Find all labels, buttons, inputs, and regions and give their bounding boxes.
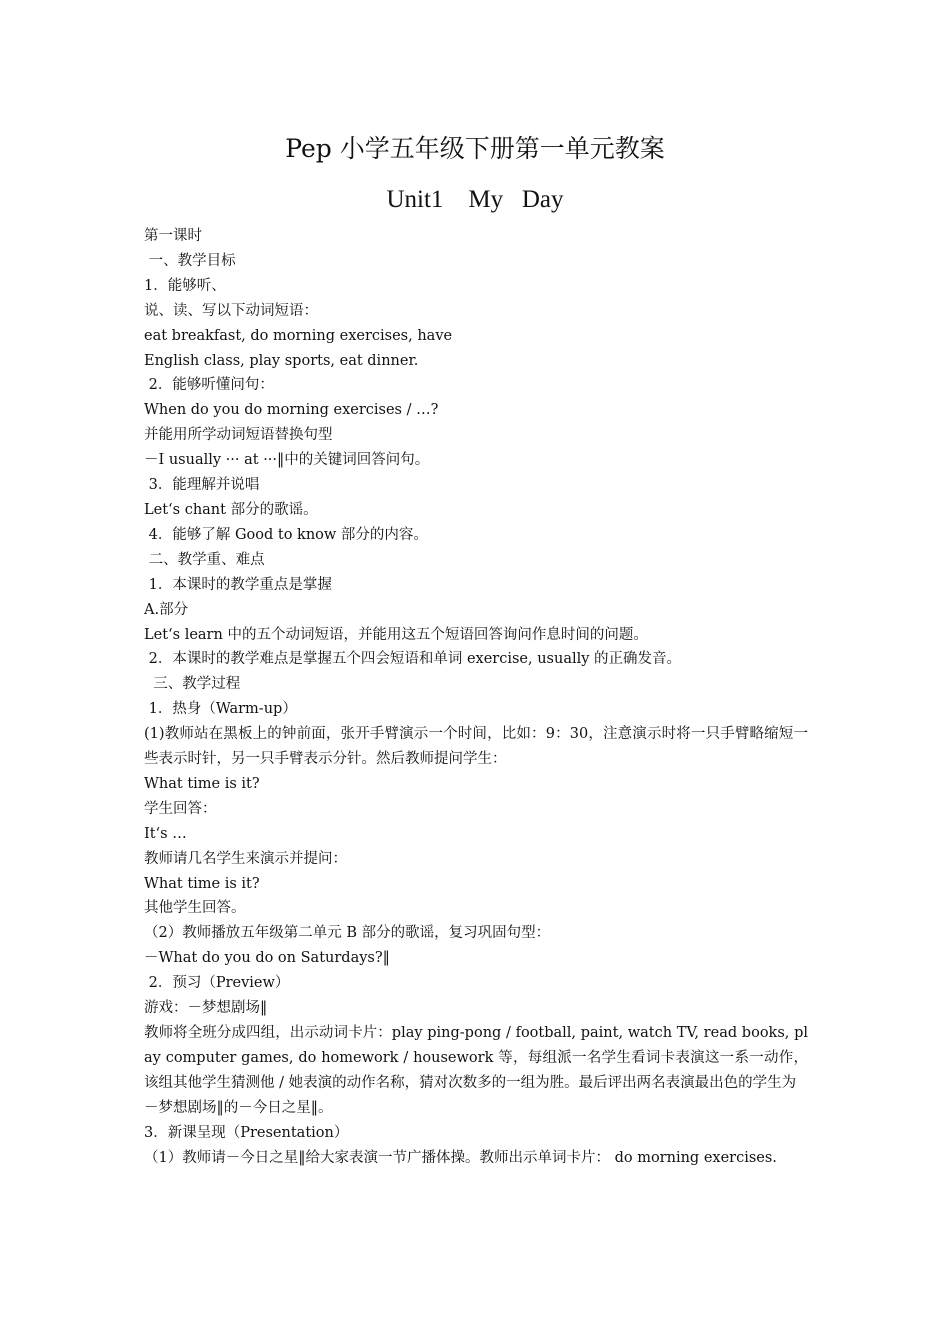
text-line: （2）教师播放五年级第二单元 B 部分的歌谣，复习巩固句型： [144,925,551,942]
text-line: 第一课时 [144,228,202,244]
text-line: 1．热身（Warm-up） [144,701,297,718]
text-line: English class, play sports, eat dinner. [144,352,419,369]
text-line: When do you do morning exercises / …? [144,402,439,419]
text-line: 游戏：－梦想剧场‖ [144,1000,268,1017]
text-line: 其他学生回答。 [144,900,246,917]
section-heading: 二、教学重、难点 [144,551,265,568]
text-line: －I usually ··· at ···‖中的关键词回答问句。 [144,452,430,469]
text-line: 2．能够听懂问句： [144,377,274,394]
document-body [144,224,808,1170]
paragraph: （1）教师请－今日之星‖给大家表演一节广播体操。教师出示单词卡片： do morning exercises. [144,1149,777,1166]
paragraph: 教师将全班分成四组，出示动词卡片：play ping-pong / football, paint, watch TV, read books, play computer games, do homework / housework 等，每组派一名学生看词卡表演这一系一动作，该组其他学生猜测他 / 她表演的动作名称，猜对次数多的一组为胜。最后评出两名表演最出色的学生为 [144,1025,808,1091]
section-heading: 三、教学过程 [144,676,241,693]
document-title: Pep 小学五年级下册第一单元教案 [285,134,665,163]
text-line: 教师请几名学生来演示并提问： [144,850,347,867]
text-line: Let‘s chant 部分的歌谣。 [144,501,318,518]
text-line: 3．新课呈现（Presentation） [144,1124,349,1141]
text-line: 1．能够听、 [144,277,226,294]
text-line: A.部分 [144,601,189,618]
text-line: 2．预习（Preview） [144,975,290,992]
text-line: eat breakfast, do morning exercises, have [144,327,453,344]
text-line: 说、读、写以下动词短语： [144,302,318,319]
document-subtitle: Unit1 My Day [386,186,564,213]
text-line: What time is it? [144,775,260,792]
text-line: What time is it? [144,875,260,892]
text-line: 并能用所学动词短语替换句型 [144,427,333,444]
text-line: 1．本课时的教学重点是掌握 [144,576,332,593]
text-line: It‘s … [144,825,187,842]
text-line: －梦想剧场‖的－今日之星‖。 [144,1099,333,1116]
paragraph: (1)教师站在黑板上的钟前面，张开手臂演示一个时间，比如：9：30，注意演示时将一只手臂略缩短一些表示时针，另一只手臂表示分针。然后教师提问学生： [144,726,808,768]
text-line: Let‘s learn 中的五个动词短语，并能用这五个短语回答询问作息时间的问题。 [144,626,648,643]
text-line: 3．能理解并说唱 [144,477,260,494]
text-line: 2．本课时的教学难点是掌握五个四会短语和单词 exercise, usually 的正确发音。 [144,651,682,668]
text-line: 学生回答： [144,800,217,817]
text-line: 4．能够了解 Good to know 部分的内容。 [144,526,428,543]
text-line: －What do you do on Saturdays?‖ [144,950,390,967]
section-heading: 一、教学目标 [144,252,236,269]
